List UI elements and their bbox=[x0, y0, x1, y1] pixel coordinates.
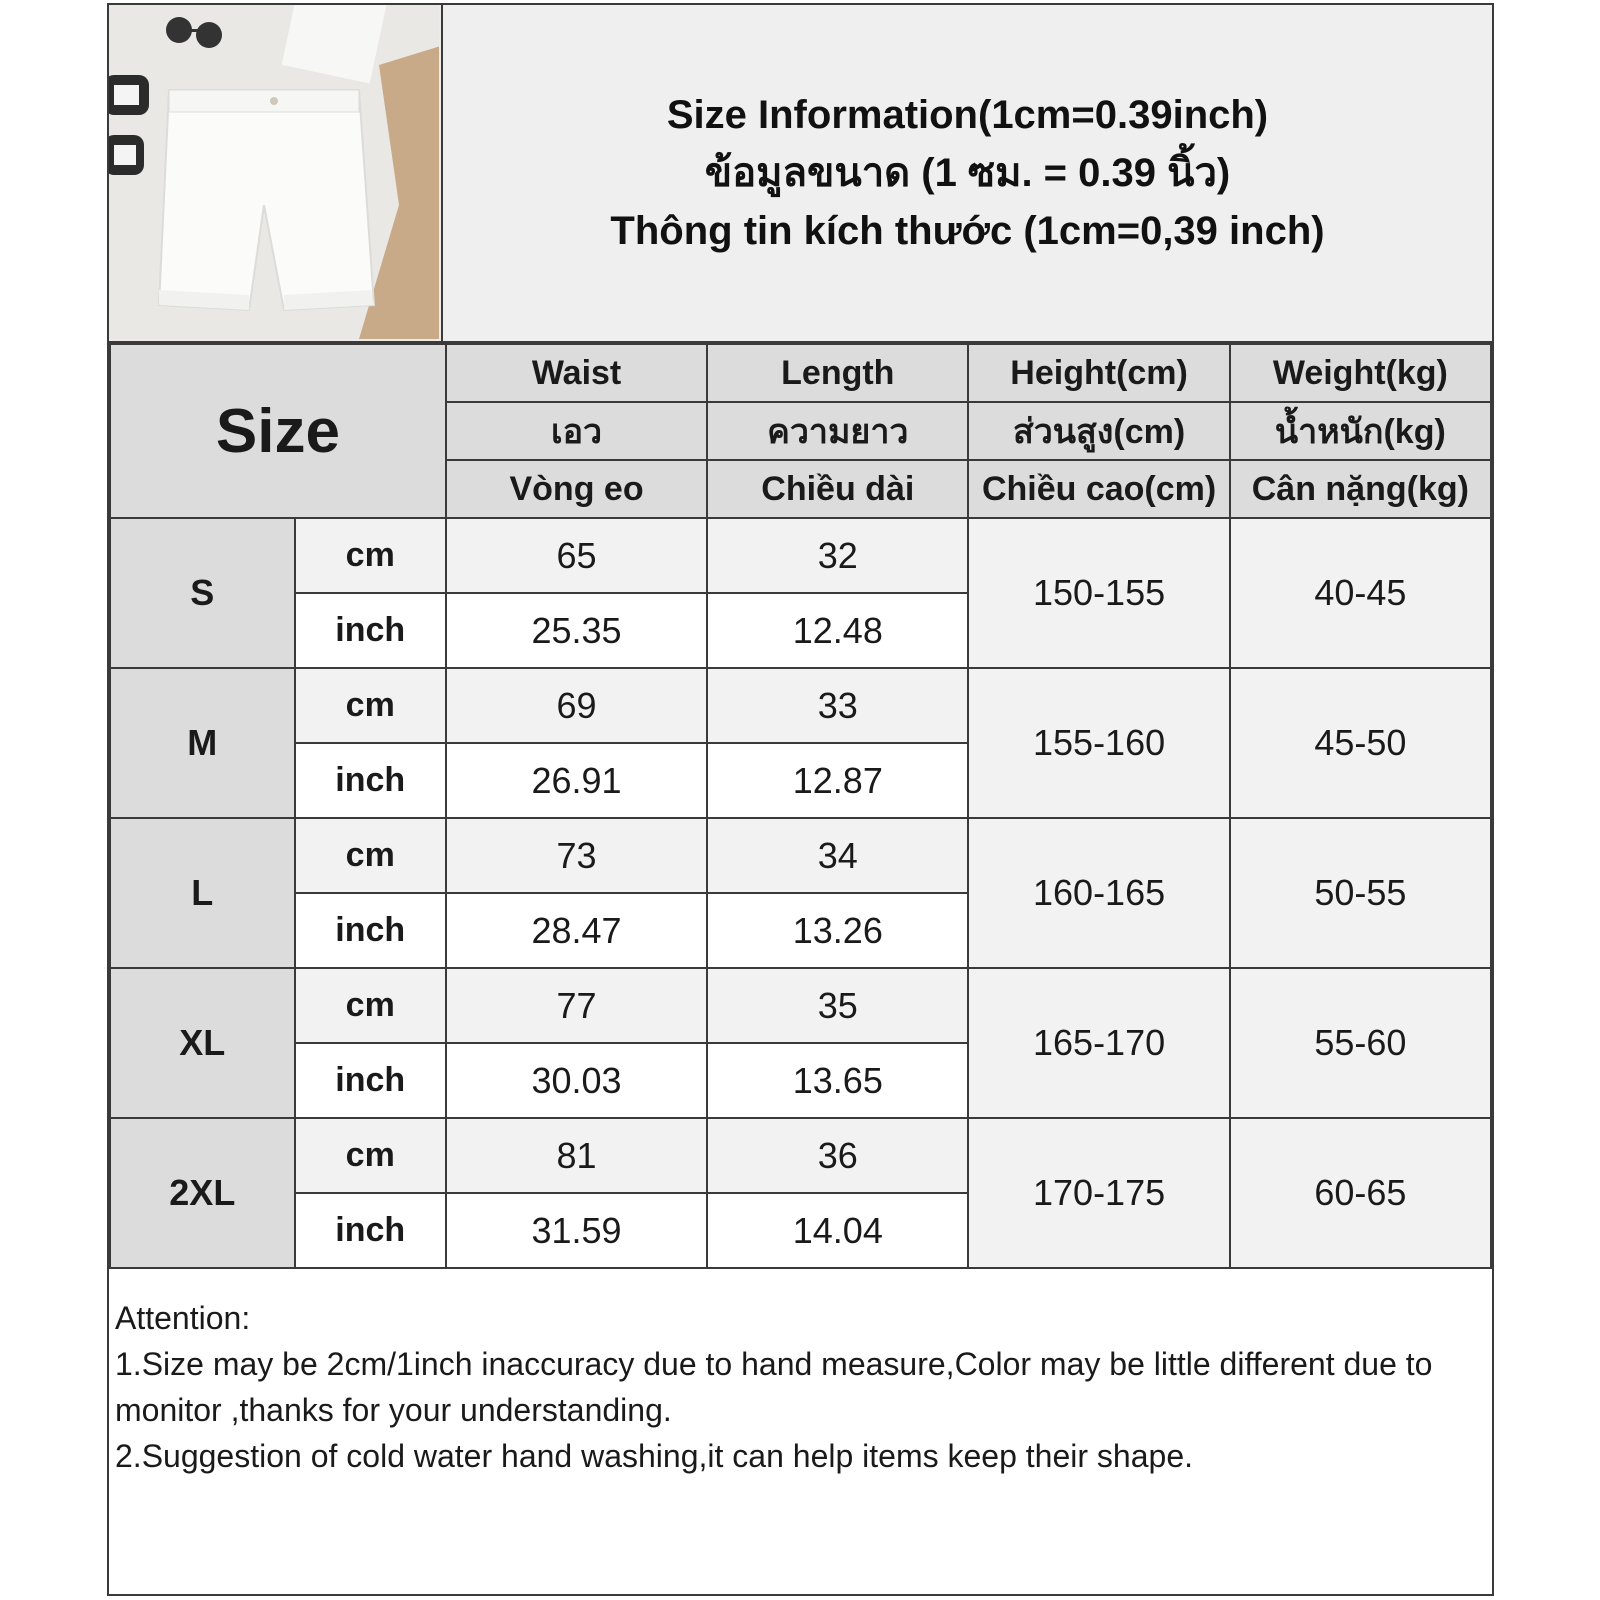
col-header-waist-vi: Vòng eo bbox=[446, 460, 707, 518]
col-header-weight-vi: Cân nặng(kg) bbox=[1230, 460, 1491, 518]
length-inch-s: 12.48 bbox=[707, 593, 968, 668]
unit-inch: inch bbox=[295, 893, 446, 968]
length-inch-l: 13.26 bbox=[707, 893, 968, 968]
size-label-s: S bbox=[110, 518, 295, 668]
size-information-title bbox=[443, 5, 1492, 343]
unit-cm: cm bbox=[295, 818, 446, 893]
col-header-height-vi: Chiều cao(cm) bbox=[968, 460, 1229, 518]
unit-cm: cm bbox=[295, 1118, 446, 1193]
unit-cm: cm bbox=[295, 668, 446, 743]
length-cm-2xl: 36 bbox=[707, 1118, 968, 1193]
waist-cm-2xl: 81 bbox=[446, 1118, 707, 1193]
length-cm-l: 34 bbox=[707, 818, 968, 893]
height-range-m: 155-160 bbox=[968, 668, 1229, 818]
title-english: Size Information(1cm=0.39inch) bbox=[666, 93, 1269, 137]
length-inch-2xl: 14.04 bbox=[707, 1193, 968, 1268]
waist-inch-l: 28.47 bbox=[446, 893, 707, 968]
height-range-l: 160-165 bbox=[968, 818, 1229, 968]
weight-range-xl: 55-60 bbox=[1230, 968, 1491, 1118]
height-range-2xl: 170-175 bbox=[968, 1118, 1229, 1268]
col-header-height-en: Height(cm) bbox=[968, 344, 1229, 402]
unit-inch: inch bbox=[295, 743, 446, 818]
unit-inch: inch bbox=[295, 1193, 446, 1268]
col-header-length-th: ความยาว bbox=[707, 402, 968, 460]
size-header: Size bbox=[110, 344, 446, 518]
length-cm-m: 33 bbox=[707, 668, 968, 743]
unit-inch: inch bbox=[295, 593, 446, 668]
attention-notes bbox=[109, 1293, 1492, 1481]
size-label-xl: XL bbox=[110, 968, 295, 1118]
waist-inch-2xl: 31.59 bbox=[446, 1193, 707, 1268]
weight-range-2xl: 60-65 bbox=[1230, 1118, 1491, 1268]
length-inch-xl: 13.65 bbox=[707, 1043, 968, 1118]
size-chart-sheet bbox=[107, 3, 1494, 1596]
attention-heading: Attention: bbox=[115, 1300, 251, 1336]
col-header-weight-th: น้ำหนัก(kg) bbox=[1230, 402, 1491, 460]
unit-cm: cm bbox=[295, 968, 446, 1043]
waist-cm-m: 69 bbox=[446, 668, 707, 743]
length-cm-s: 32 bbox=[707, 518, 968, 593]
length-cm-xl: 35 bbox=[707, 968, 968, 1043]
waist-inch-s: 25.35 bbox=[446, 593, 707, 668]
unit-inch: inch bbox=[295, 1043, 446, 1118]
unit-cm: cm bbox=[295, 518, 446, 593]
waist-inch-xl: 30.03 bbox=[446, 1043, 707, 1118]
length-inch-m: 12.87 bbox=[707, 743, 968, 818]
col-header-height-th: ส่วนสูง(cm) bbox=[968, 402, 1229, 460]
size-table bbox=[109, 343, 1492, 1269]
col-header-weight-en: Weight(kg) bbox=[1230, 344, 1491, 402]
col-header-waist-th: เอว bbox=[446, 402, 707, 460]
col-header-waist-en: Waist bbox=[446, 344, 707, 402]
waist-cm-l: 73 bbox=[446, 818, 707, 893]
col-header-length-vi: Chiều dài bbox=[707, 460, 968, 518]
waist-cm-s: 65 bbox=[446, 518, 707, 593]
weight-range-s: 40-45 bbox=[1230, 518, 1491, 668]
title-thai: ข้อมูลขนาด (1 ซม. = 0.39 นิ้ว) bbox=[704, 151, 1231, 195]
size-label-l: L bbox=[110, 818, 295, 968]
attention-note-1: 1.Size may be 2cm/1inch inaccuracy due to hand measure,Color may be little different due to monitor ,thanks for your understanding. bbox=[115, 1346, 1433, 1428]
weight-range-m: 45-50 bbox=[1230, 668, 1491, 818]
product-photo bbox=[109, 5, 443, 343]
attention-note-2: 2.Suggestion of cold water hand washing,it can help items keep their shape. bbox=[115, 1438, 1193, 1474]
waist-cm-xl: 77 bbox=[446, 968, 707, 1043]
height-range-s: 150-155 bbox=[968, 518, 1229, 668]
col-header-length-en: Length bbox=[707, 344, 968, 402]
size-label-2xl: 2XL bbox=[110, 1118, 295, 1268]
title-vietnamese: Thông tin kích thước (1cm=0,39 inch) bbox=[610, 209, 1325, 253]
white-shorts-photo bbox=[109, 5, 439, 339]
height-range-xl: 165-170 bbox=[968, 968, 1229, 1118]
waist-inch-m: 26.91 bbox=[446, 743, 707, 818]
weight-range-l: 50-55 bbox=[1230, 818, 1491, 968]
size-label-m: M bbox=[110, 668, 295, 818]
